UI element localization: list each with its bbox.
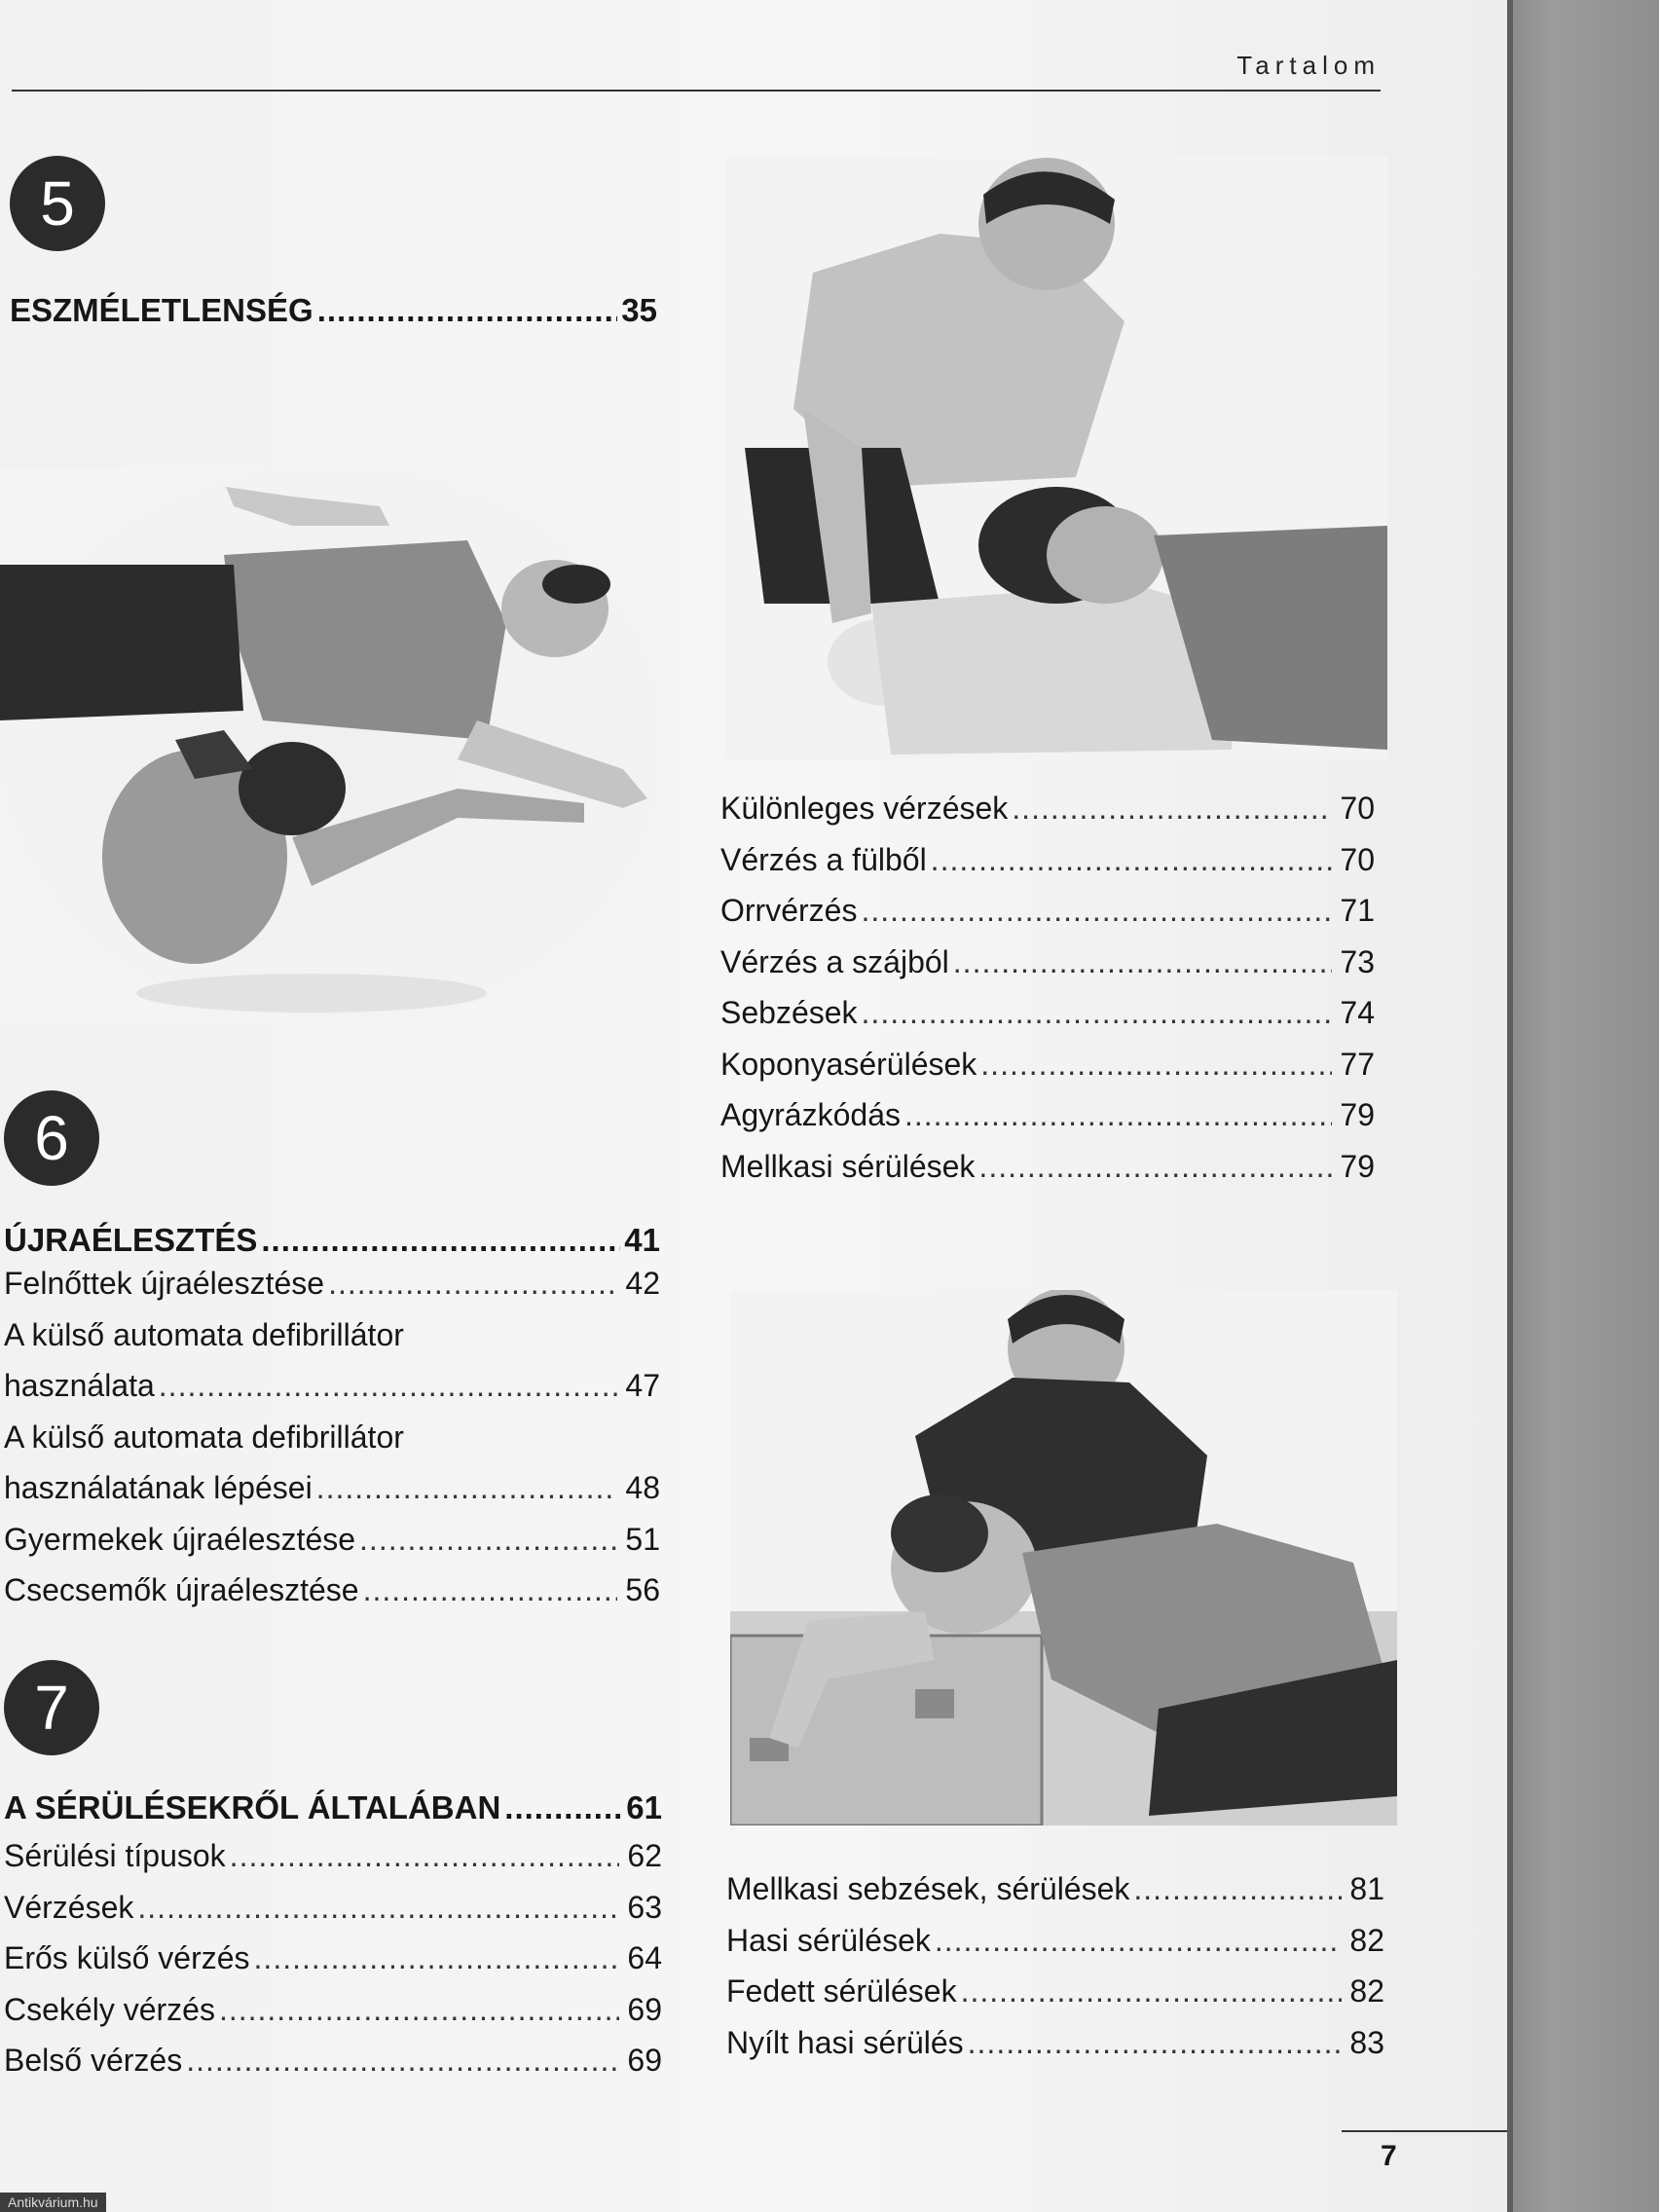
toc-label: Vérzés a szájból <box>720 943 949 979</box>
toc-label: Orrvérzés <box>720 893 858 928</box>
toc-page: 82 <box>1349 1922 1384 1958</box>
toc-entry[interactable] <box>4 1890 662 1941</box>
leader-dots <box>219 1992 619 2028</box>
chapter-6-badge: 6 <box>4 1090 99 1186</box>
leader-dots <box>862 995 1332 1031</box>
toc-page: 77 <box>1340 1046 1375 1082</box>
toc-page: 79 <box>1340 1097 1375 1132</box>
leader-dots <box>254 1940 619 1976</box>
toc-page: 73 <box>1340 943 1375 979</box>
toc-entry[interactable] <box>720 893 1375 944</box>
toc-page: 81 <box>1349 1871 1384 1906</box>
toc-label-cont: használatának lépései <box>4 1470 313 1505</box>
toc-label: Agyrázkódás <box>720 1097 901 1132</box>
photo-head-support <box>725 156 1387 759</box>
chapter-5-badge: 5 <box>10 156 105 251</box>
toc-page: 82 <box>1349 1973 1384 2009</box>
leader-dots <box>504 1789 622 1826</box>
toc-label: Mellkasi sebzések, sérülések <box>726 1871 1130 1906</box>
toc-label: Hasi sérülések <box>726 1922 931 1958</box>
leader-dots <box>980 1047 1332 1083</box>
leader-dots <box>230 1838 619 1874</box>
toc-entry[interactable] <box>726 2025 1384 2077</box>
toc-entry[interactable] <box>4 1470 660 1522</box>
toc-label-cont: használata <box>4 1368 155 1403</box>
toc-page: 83 <box>1349 2024 1384 2060</box>
leader-dots <box>935 1923 1342 1959</box>
toc-page: 56 <box>625 1572 660 1607</box>
chapter-title-text: ESZMÉLETLENSÉG <box>10 292 313 328</box>
leader-dots <box>931 842 1332 878</box>
toc-label: Belső vérzés <box>4 2043 183 2078</box>
toc-page: 48 <box>625 1470 660 1505</box>
toc-page: 51 <box>625 1521 660 1557</box>
toc-page: 74 <box>1340 995 1375 1030</box>
toc-entry[interactable] <box>4 1992 662 2044</box>
toc-label: Gyermekek újraélesztése <box>4 1521 356 1557</box>
footer-rule <box>1342 2130 1527 2132</box>
chapter-6-entries <box>4 1266 660 1624</box>
chapter-title-text: ÚJRAÉLESZTÉS <box>4 1222 258 1258</box>
leader-dots <box>316 1470 617 1506</box>
toc-page: 70 <box>1340 791 1375 826</box>
leader-dots <box>359 1522 617 1558</box>
leader-dots <box>317 292 618 329</box>
chapter-5-title[interactable] <box>10 292 657 329</box>
watermark: Antikvárium.hu <box>0 2193 106 2212</box>
toc-entry[interactable] <box>4 1266 660 1317</box>
leader-dots <box>261 1222 620 1259</box>
toc-page: 69 <box>627 1991 662 2027</box>
toc-entry[interactable] <box>720 1149 1375 1200</box>
header-rule <box>12 90 1381 92</box>
section-header: Tartalom <box>1236 51 1381 80</box>
toc-entry[interactable] <box>4 1838 662 1890</box>
toc-entry[interactable] <box>720 944 1375 996</box>
toc-label: Vérzés a fülből <box>720 841 927 877</box>
toc-label: Fedett sérülések <box>726 1973 957 2009</box>
leader-dots <box>363 1572 617 1608</box>
toc-entry[interactable] <box>4 1522 660 1573</box>
leader-dots <box>328 1266 617 1302</box>
toc-entry[interactable] <box>726 1973 1384 2025</box>
page-number: 7 <box>1381 2140 1397 2172</box>
leader-dots <box>159 1368 617 1404</box>
toc-label: Erős külső vérzés <box>4 1940 250 1975</box>
toc-page: 79 <box>1340 1148 1375 1184</box>
leader-dots <box>1133 1871 1342 1907</box>
leader-dots <box>968 2025 1342 2061</box>
toc-label: Nyílt hasi sérülés <box>726 2024 964 2060</box>
book-binding-edge <box>1507 0 1659 2212</box>
toc-entry[interactable] <box>4 1940 662 1992</box>
leader-dots <box>1012 791 1332 827</box>
toc-label: Sérülési típusok <box>4 1838 226 1873</box>
toc-entry[interactable] <box>720 995 1375 1047</box>
leader-dots <box>186 2043 619 2079</box>
leader-dots <box>861 893 1332 929</box>
photo-unconscious-person <box>0 467 662 1022</box>
toc-entry[interactable] <box>4 1572 660 1624</box>
toc-label: Sebzések <box>720 995 858 1030</box>
chapter-6-title[interactable] <box>4 1222 660 1259</box>
chapter-7-entries <box>4 1838 662 2094</box>
toc-page: 63 <box>627 1889 662 1925</box>
leader-dots <box>953 944 1332 980</box>
leader-dots <box>978 1149 1332 1185</box>
toc-page: 70 <box>1340 841 1375 877</box>
toc-entry-line1[interactable] <box>4 1317 660 1369</box>
toc-label: Csekély vérzés <box>4 1991 215 2027</box>
toc-entry[interactable] <box>726 1871 1384 1923</box>
toc-page: 47 <box>625 1368 660 1403</box>
toc-entry[interactable] <box>720 842 1375 894</box>
toc-page: 71 <box>1340 893 1375 928</box>
right-upper-entries <box>720 791 1375 1199</box>
toc-page: 64 <box>627 1940 662 1975</box>
toc-entry-line1[interactable] <box>4 1419 660 1471</box>
toc-page: 62 <box>627 1838 662 1873</box>
leader-dots <box>904 1097 1332 1133</box>
toc-entry[interactable] <box>4 2043 662 2094</box>
toc-entry[interactable] <box>4 1368 660 1419</box>
chapter-7-badge: 7 <box>4 1660 99 1755</box>
toc-entry[interactable] <box>720 791 1375 842</box>
chapter-page: 41 <box>624 1222 660 1258</box>
toc-page: 42 <box>625 1266 660 1301</box>
chapter-page: 35 <box>621 292 657 328</box>
chapter-title-text: A SÉRÜLÉSEKRŐL ÁLTALÁBAN <box>4 1789 501 1825</box>
leader-dots <box>961 1973 1342 2009</box>
toc-label: Csecsemők újraélesztése <box>4 1572 359 1607</box>
toc-label: Mellkasi sérülések <box>720 1148 976 1184</box>
photo-recovery-position <box>730 1290 1397 1825</box>
toc-entry[interactable] <box>726 1923 1384 1974</box>
toc-page: 69 <box>627 2043 662 2078</box>
toc-label: Különleges vérzések <box>720 791 1009 826</box>
right-lower-entries <box>726 1871 1384 2076</box>
toc-label: Vérzések <box>4 1889 134 1925</box>
toc-label: A külső automata defibrillátor <box>4 1419 404 1455</box>
chapter-page: 61 <box>626 1789 662 1825</box>
toc-label: Felnőttek újraélesztése <box>4 1266 325 1301</box>
toc-label: Koponyasérülések <box>720 1046 977 1082</box>
chapter-7-title[interactable] <box>4 1789 662 1826</box>
toc-label: A külső automata defibrillátor <box>4 1316 404 1352</box>
toc-entry[interactable] <box>720 1047 1375 1098</box>
leader-dots <box>137 1890 619 1926</box>
toc-entry[interactable] <box>720 1097 1375 1149</box>
